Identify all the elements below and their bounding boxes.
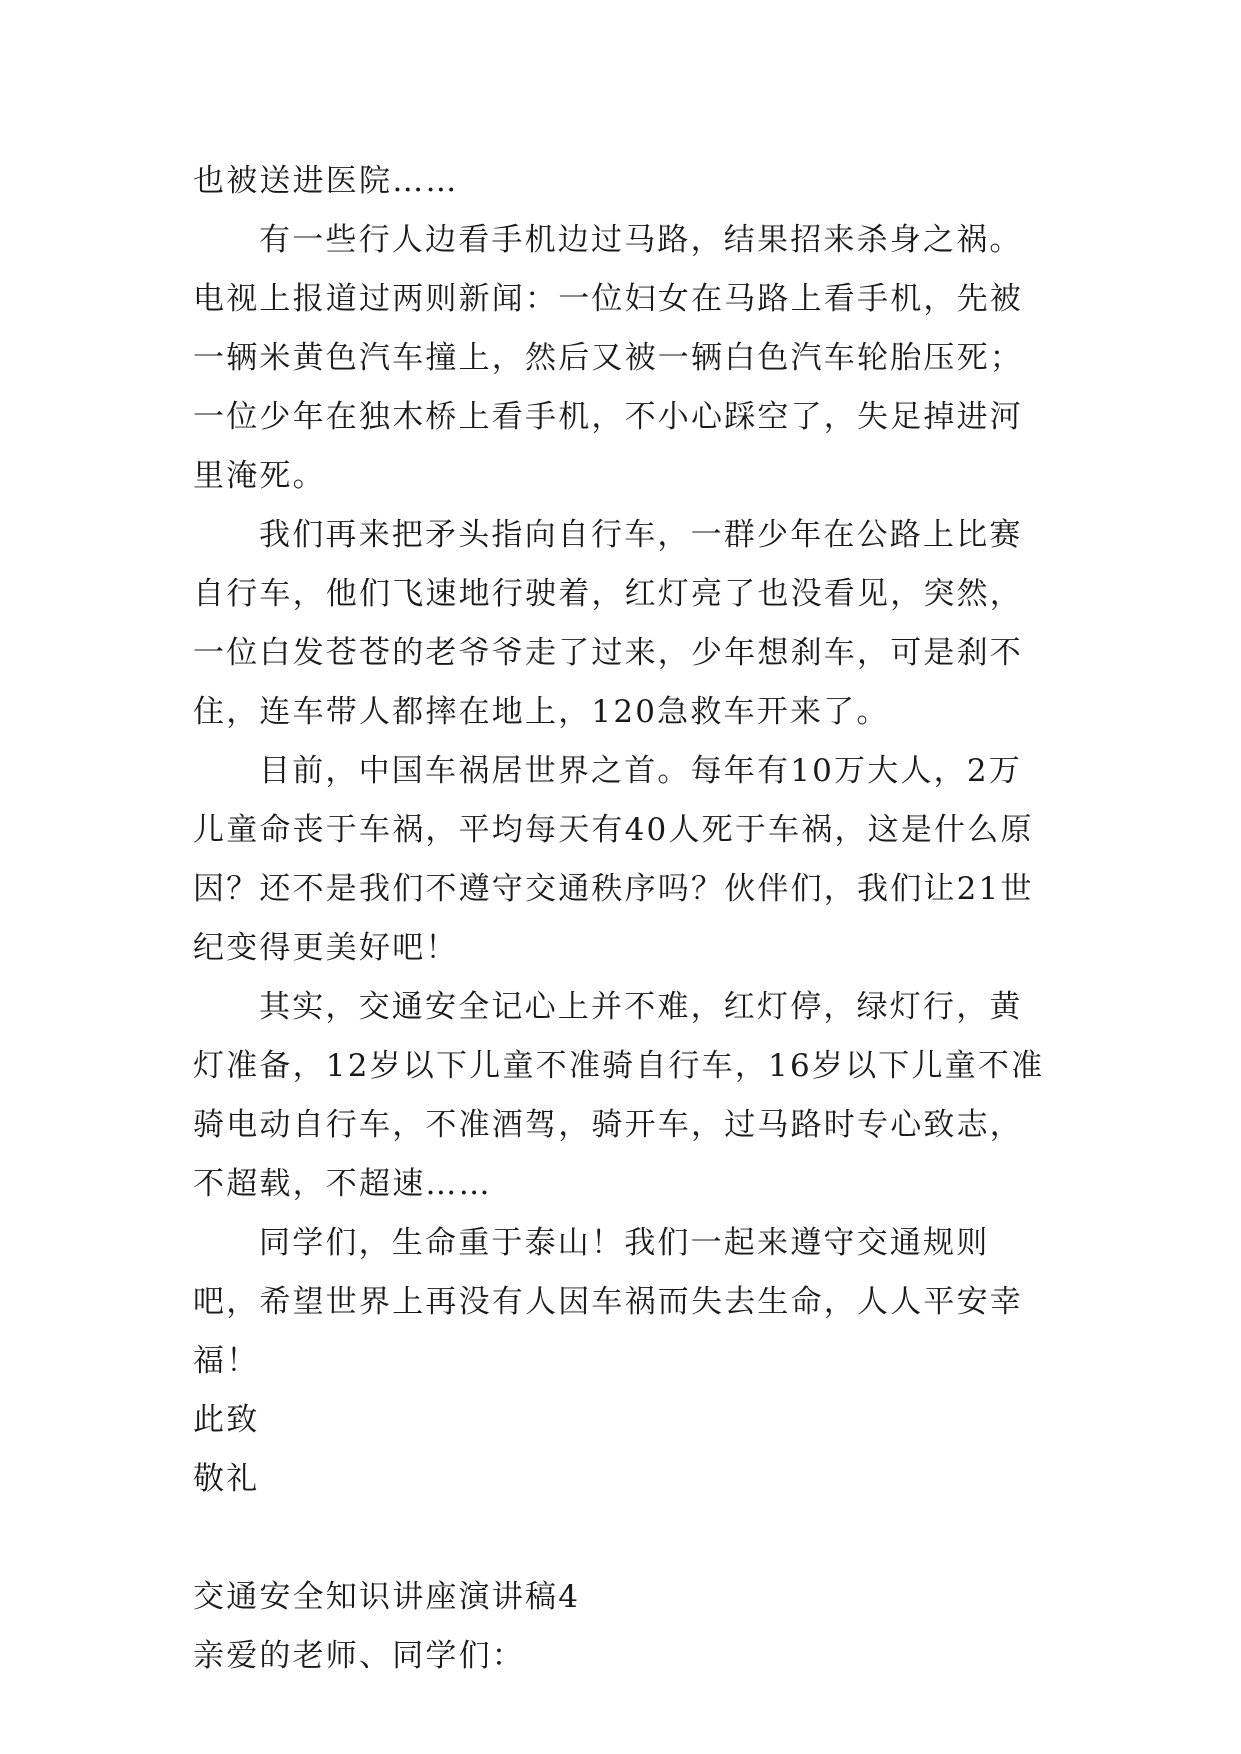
closing-salutation: 此致 [193,1402,260,1438]
lead-line: 也被送进医院…… [193,163,459,199]
paragraph-traffic-rules: 其实，交通安全记心上并不难，红灯停，绿灯行，黄灯准备，12岁以下儿童不准骑自行车，16岁以下儿童不准骑电动自行车，不准酒驾，骑开车，过马路时专心致志，不超载，不超速…… [193,989,1045,1202]
document-body [193,152,1053,1686]
paragraph-bicycle-race: 我们再来把矛头指向自行车，一群少年在公路上比赛自行车，他们飞速地行驶着，红灯亮了也没看见，突然，一位白发苍苍的老爷爷走了过来，少年想刹车，可是刹不住，连车带人都摔在地上，120急救车开来了。 [193,517,1023,730]
closing-regards: 敬礼 [193,1461,260,1497]
paragraph-appeal: 同学们，生命重于泰山！我们一起来遵守交通规则吧，希望世界上再没有人因车祸而失去生命，人人平安幸福！ [193,1225,1023,1379]
section-title: 交通安全知识讲座演讲稿4 [193,1579,581,1615]
spacer [193,1509,1053,1568]
greeting-line: 亲爱的老师、同学们： [193,1638,525,1674]
paragraph-statistics: 目前，中国车祸居世界之首。每年有10万大人，2万儿童命丧于车祸，平均每天有40人死于车祸，这是什么原因？还不是我们不遵守交通秩序吗？伙伴们，我们让21世纪变得更美好吧！ [193,753,1034,966]
paragraph-phone-walking: 有一些行人边看手机边过马路，结果招来杀身之祸。电视上报道过两则新闻：一位妇女在马路上看手机，先被一辆米黄色汽车撞上，然后又被一辆白色汽车轮胎压死；一位少年在独木桥上看手机，不小心踩空了，失足掉进河里淹死。 [193,222,1023,494]
